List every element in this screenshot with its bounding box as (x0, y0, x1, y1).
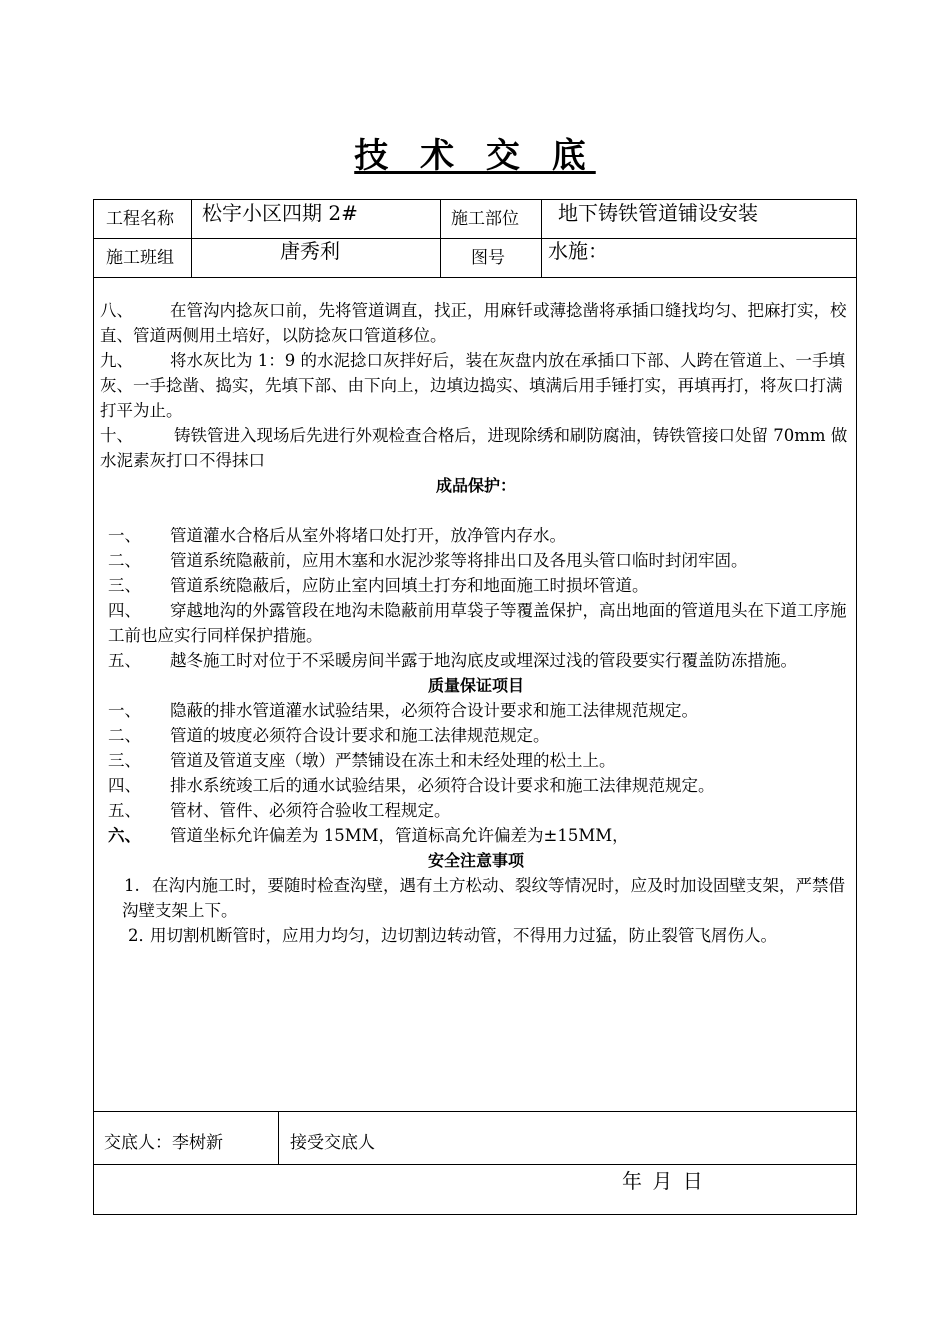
col-divider (278, 1111, 279, 1164)
list-item (100, 648, 852, 673)
safety-heading: 安全注意事项 (427, 851, 524, 870)
row-divider (94, 1111, 856, 1112)
handover-by: 交底人：李树新 (104, 1133, 223, 1153)
location-value: 地下铸铁管道铺设安装 (558, 201, 758, 225)
date-line: 年 月 日 (622, 1169, 705, 1193)
project-name-label: 工程名称 (106, 209, 174, 229)
list-item (100, 298, 852, 348)
row-divider (94, 238, 856, 239)
list-item (100, 773, 852, 798)
drawing-label: 图号 (471, 248, 505, 268)
document-title: 技 术 交 底 (354, 136, 596, 176)
item-text: 用切割机断管时，应用力均匀，边切割边转动管，不得用力过猛，防止裂管飞屑伤人。 (150, 926, 777, 945)
item-number: 三、 (108, 576, 141, 595)
team-label: 施工班组 (106, 248, 174, 268)
col-divider (191, 200, 192, 277)
protection-heading: 成品保护： (435, 476, 516, 495)
item-number: 四、 (108, 601, 141, 620)
list-item (100, 573, 852, 598)
item-number: 九、 (100, 351, 133, 370)
item-text: 管道的坡度必须符合设计要求和施工法律规范规定。 (170, 726, 550, 745)
item-number: 四、 (108, 776, 141, 795)
item-text: 管道系统隐蔽前，应用木塞和水泥沙浆等将排出口及各甩头管口临时封闭牢固。 (170, 551, 748, 570)
item-text: 排水系统竣工后的通水试验结果，必须符合设计要求和施工法律规范规定。 (170, 776, 715, 795)
list-item (100, 548, 852, 573)
item-number: 2． (128, 926, 155, 945)
item-text: 隐蔽的排水管道灌水试验结果，必须符合设计要求和施工法律规范规定。 (170, 701, 698, 720)
item-text: 管道系统隐蔽后，应防止室内回填土打夯和地面施工时损坏管道。 (170, 576, 649, 595)
list-item (100, 423, 852, 473)
item-number: 一、 (108, 526, 141, 545)
list-item (100, 723, 852, 748)
quality-heading: 质量保证项目 (427, 676, 524, 695)
item-number: 十、 (100, 426, 133, 445)
item-number: 五、 (108, 801, 141, 820)
item-text: 铸铁管进入现场后先进行外观检查合格后，进现除绣和刷防腐油，铸铁管接口处留 70mm 做水泥素灰打口不得抹口 (100, 426, 848, 470)
list-item (100, 523, 852, 548)
list-item (100, 348, 852, 423)
item-text: 将水灰比为 1：9 的水泥捻口灰拌好后，装在灰盘内放在承插口下部、人跨在管道上、一手填灰、一手捻凿、捣实，先填下部、由下向上，边填边捣实、填满后用手锤打实，再填再打，将灰口打满打平为止。 (100, 351, 845, 420)
row-divider (94, 1164, 856, 1165)
row-divider (94, 277, 856, 278)
project-name-value: 松宇小区四期 2# (202, 201, 358, 225)
list-item (100, 598, 852, 648)
item-number: 二、 (108, 551, 141, 570)
item-number: 八、 (100, 301, 133, 320)
team-value: 唐秀利 (280, 239, 340, 263)
item-text: 管道坐标允许偏差为 15MM，管道标高允许偏差为±15MM， (170, 826, 629, 845)
drawing-value: 水施： (548, 239, 608, 263)
list-item (100, 923, 852, 948)
item-text: 越冬施工时对位于不采暖房间半露于地沟底皮或埋深过浅的管段要实行覆盖防冻措施。 (170, 651, 797, 670)
col-divider (541, 200, 542, 277)
list-item (100, 873, 852, 923)
col-divider (440, 200, 441, 277)
item-text: 穿越地沟的外露管段在地沟未隐蔽前用草袋子等覆盖保护，高出地面的管道甩头在下道工序施工前也应实行同样保护措施。 (108, 601, 847, 645)
receiver-label: 接受交底人 (290, 1133, 375, 1153)
location-label: 施工部位 (451, 209, 519, 229)
item-text: 在管沟内捻灰口前，先将管道调直，找正，用麻钎或薄捻凿将承插口缝找均匀、把麻打实，校直、管道两侧用土培好，以防捻灰口管道移位。 (100, 301, 847, 345)
item-number: 五、 (108, 651, 141, 670)
item-text: 管道及管道支座（墩）严禁铺设在冻土和未经处理的松土上。 (170, 751, 616, 770)
document-body (100, 298, 852, 948)
item-text: 管材、管件、必须符合验收工程规定。 (170, 801, 451, 820)
item-text: 管道灌水合格后从室外将堵口处打开，放净管内存水。 (170, 526, 566, 545)
list-item (100, 748, 852, 773)
item-number: 二、 (108, 726, 141, 745)
item-number: 六、 (108, 826, 141, 845)
list-item (100, 698, 852, 723)
item-number: 1. (124, 876, 140, 895)
item-text: 在沟内施工时，要随时检查沟壁，遇有土方松动、裂纹等情况时，应及时加设固壁支架，严禁借沟壁支架上下。 (122, 876, 845, 920)
item-number: 三、 (108, 751, 141, 770)
list-item (100, 823, 852, 848)
item-number: 一、 (108, 701, 141, 720)
list-item (100, 798, 852, 823)
